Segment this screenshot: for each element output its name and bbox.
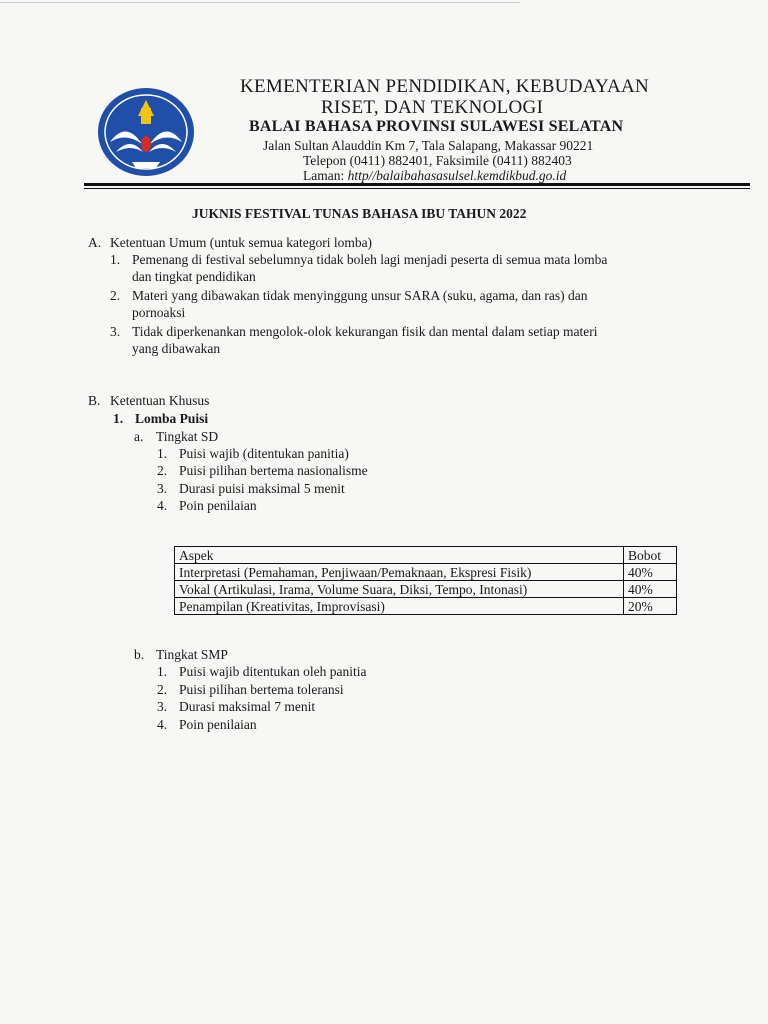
list-item-text-cont: dan tingkat pendidikan	[132, 269, 256, 284]
list-item-number: 3.	[157, 699, 168, 714]
rubric-table	[174, 546, 677, 615]
ministry-name-line1: KEMENTERIAN PENDIDIKAN, KEBUDAYAAN	[240, 76, 650, 97]
list-item-number: 1.	[157, 664, 168, 679]
table-row	[175, 564, 677, 581]
scan-artifact-line	[0, 2, 520, 3]
list-item-text: Puisi pilihan bertema toleransi	[179, 682, 344, 697]
table-header-row	[175, 547, 677, 564]
list-item-text: Durasi puisi maksimal 5 menit	[179, 481, 345, 496]
list-item-text: Puisi wajib (ditentukan panitia)	[179, 446, 349, 461]
table-cell-aspect: Interpretasi (Pemahaman, Penjiwaan/Pemaknaan, Ekspresi Fisik)	[175, 564, 624, 581]
list-item-text: Pemenang di festival sebelumnya tidak boleh lagi menjadi peserta di semua mata lomba	[132, 252, 608, 267]
list-item-number: 2.	[157, 463, 168, 478]
section-b-heading: Ketentuan Khusus	[110, 393, 210, 408]
section-a-heading: Ketentuan Umum (untuk semua kategori lomba)	[110, 235, 373, 250]
list-item-text: Durasi maksimal 7 menit	[179, 699, 316, 714]
list-item-number: 1.	[110, 252, 121, 267]
table-row	[175, 581, 677, 598]
list-item-number: 2.	[157, 682, 168, 697]
website-label: Laman:	[303, 168, 345, 183]
table-cell-weight: 40%	[624, 564, 677, 581]
section-b-marker: B.	[88, 393, 101, 408]
subsection-number: 1.	[113, 411, 124, 426]
office-phone: Telepon (0411) 882401, Faksimile (0411) 882403	[303, 153, 572, 168]
table-cell-aspect: Penampilan (Kreativitas, Improvisasi)	[175, 598, 624, 615]
level-marker: b.	[134, 647, 145, 662]
list-item-number: 1.	[157, 446, 168, 461]
level-heading-smp: Tingkat SMP	[156, 647, 228, 662]
office-name: BALAI BAHASA PROVINSI SULAWESI SELATAN	[249, 118, 624, 135]
section-a-marker: A.	[88, 235, 102, 250]
list-item-number: 3.	[110, 324, 121, 339]
list-item-text: Poin penilaian	[179, 498, 257, 513]
list-item-text-cont: yang dibawakan	[132, 341, 221, 356]
list-item-number: 2.	[110, 288, 121, 303]
letterhead-rule-thick	[84, 183, 750, 186]
list-item-text: Puisi pilihan bertema nasionalisme	[179, 463, 368, 478]
level-marker: a.	[134, 429, 144, 444]
list-item-text: Poin penilaian	[179, 717, 257, 732]
document-title: JUKNIS FESTIVAL TUNAS BAHASA IBU TAHUN 2022	[192, 206, 527, 221]
table-cell-aspect: Vokal (Artikulasi, Irama, Volume Suara, Diksi, Tempo, Intonasi)	[175, 581, 624, 598]
office-address: Jalan Sultan Alauddin Km 7, Tala Salapang, Makassar 90221	[263, 138, 594, 153]
table-header-cell: Bobot	[624, 547, 677, 564]
office-website	[303, 168, 566, 184]
list-item-text: Tidak diperkenankan mengolok-olok kekurangan fisik dan mental dalam setiap materi	[132, 324, 598, 339]
tut-wuri-handayani-emblem-icon	[96, 86, 196, 178]
list-item-number: 4.	[157, 717, 168, 732]
ministry-name-line2: RISET, DAN TEKNOLOGI	[321, 97, 544, 118]
list-item-text-cont: pornoaksi	[132, 305, 186, 320]
list-item-text: Puisi wajib ditentukan oleh panitia	[179, 664, 367, 679]
table-cell-weight: 20%	[624, 598, 677, 615]
letterhead-rule-thin	[84, 188, 750, 189]
list-item-text: Materi yang dibawakan tidak menyinggung unsur SARA (suku, agama, dan ras) dan	[132, 288, 588, 303]
website-url: http//balaibahasasulsel.kemdikbud.go.id	[347, 168, 567, 183]
list-item-number: 4.	[157, 498, 168, 513]
table-cell-weight: 40%	[624, 581, 677, 598]
level-heading-sd: Tingkat SD	[156, 429, 219, 444]
table-row	[175, 598, 677, 615]
list-item-number: 3.	[157, 481, 168, 496]
subsection-heading: Lomba Puisi	[135, 411, 209, 426]
table-header-cell: Aspek	[175, 547, 624, 564]
